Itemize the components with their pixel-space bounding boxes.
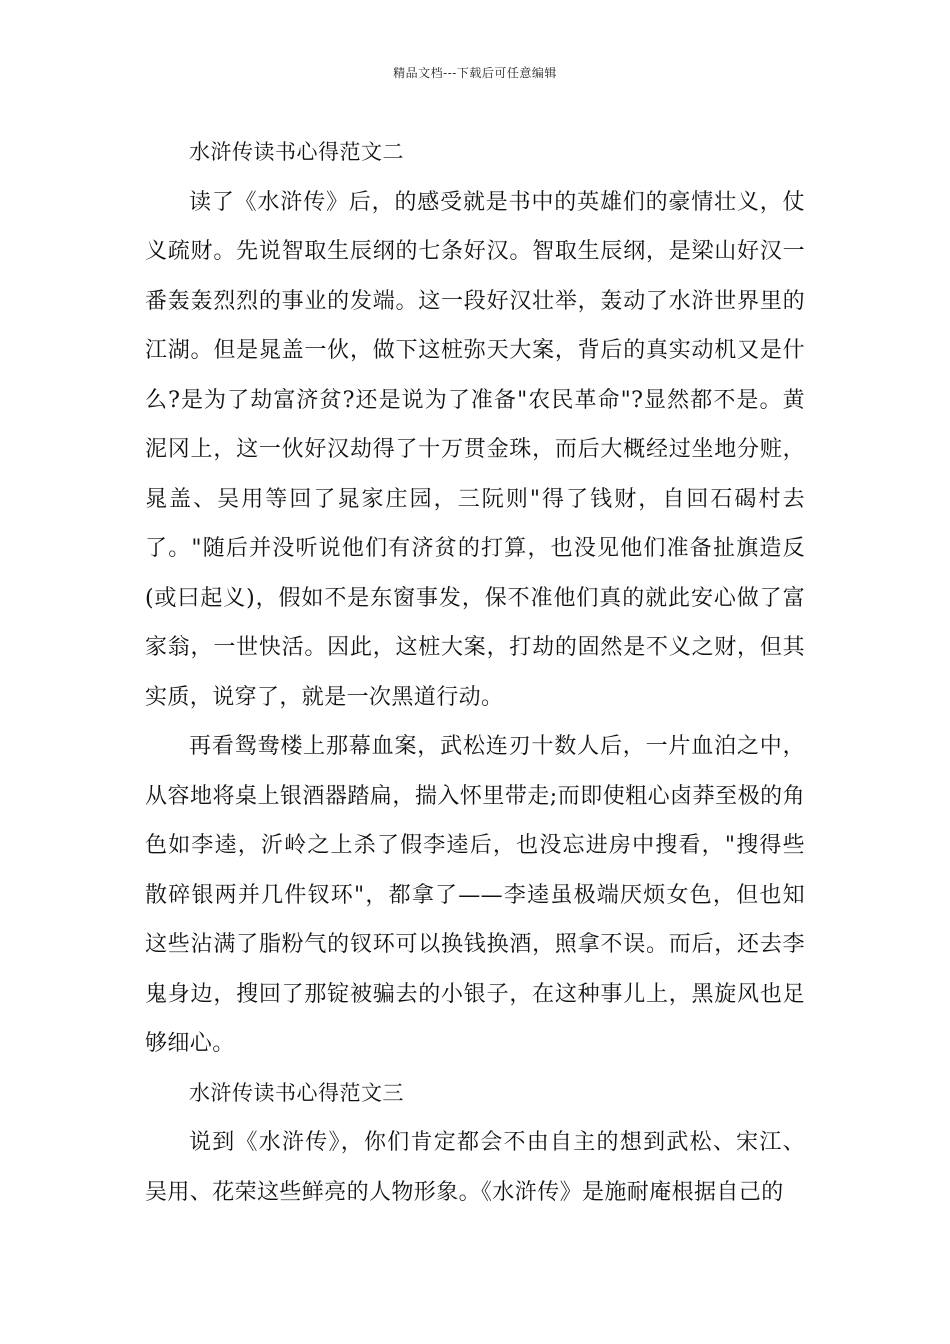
section-heading: 水浒传读书心得范文三: [189, 1080, 404, 1105]
section-heading: 水浒传读书心得范文二: [189, 140, 404, 164]
body-paragraph: 再看鸳鸯楼上那幕血案，武松连刃十数人后，一片血泊之中，从容地将桌上银酒器踏扁，揣入怀里带走;而即使粗心卤莽至极的角色如李逵，沂岭之上杀了假李逵后，也没忘进房中搜看，"搜得些散碎银两并几件钗环"，都拿了——李逵虽极端厌烦女色，但也知这些沾满了脂粉气的钗环可以换钱换酒，照拿不误。而后，还去李鬼身边，搜回了那锭被骗去的小银子，在这种事儿上，黑旋风也足够细心。: [145, 734, 805, 1056]
page-header: 精品文档---下载后可任意编辑: [393, 66, 557, 80]
document-body: [145, 128, 805, 1217]
body-paragraph: 读了《水浒传》后，的感受就是书中的英雄们的豪情壮义，仗义疏财。先说智取生辰纲的七条好汉。智取生辰纲，是梁山好汉一番轰轰烈烈的事业的发端。这一段好汉壮举，轰动了水浒世界里的江湖。但是晁盖一伙，做下这桩弥天大案，背后的真实动机又是什么?是为了劫富济贫?还是说为了准备"农民革命"?显然都不是。黄泥冈上，这一伙好汉劫得了十万贯金珠，而后大概经过坐地分赃，晁盖、吴用等回了晁家庄园，三阮则"得了钱财，自回石碣村去了。"随后并没听说他们有济贫的打算，也没见他们准备扯旗造反(或曰起义)，假如不是东窗事发，保不准他们真的就此安心做了富家翁，一世快活。因此，这桩大案，打劫的固然是不义之财，但其实质，说穿了，就是一次黑道行动。: [145, 189, 805, 710]
body-paragraph: 说到《水浒传》，你们肯定都会不由自主的想到武松、宋江、吴用、花荣这些鲜亮的人物形象。《水浒传》是施耐庵根据自己的: [145, 1130, 805, 1205]
